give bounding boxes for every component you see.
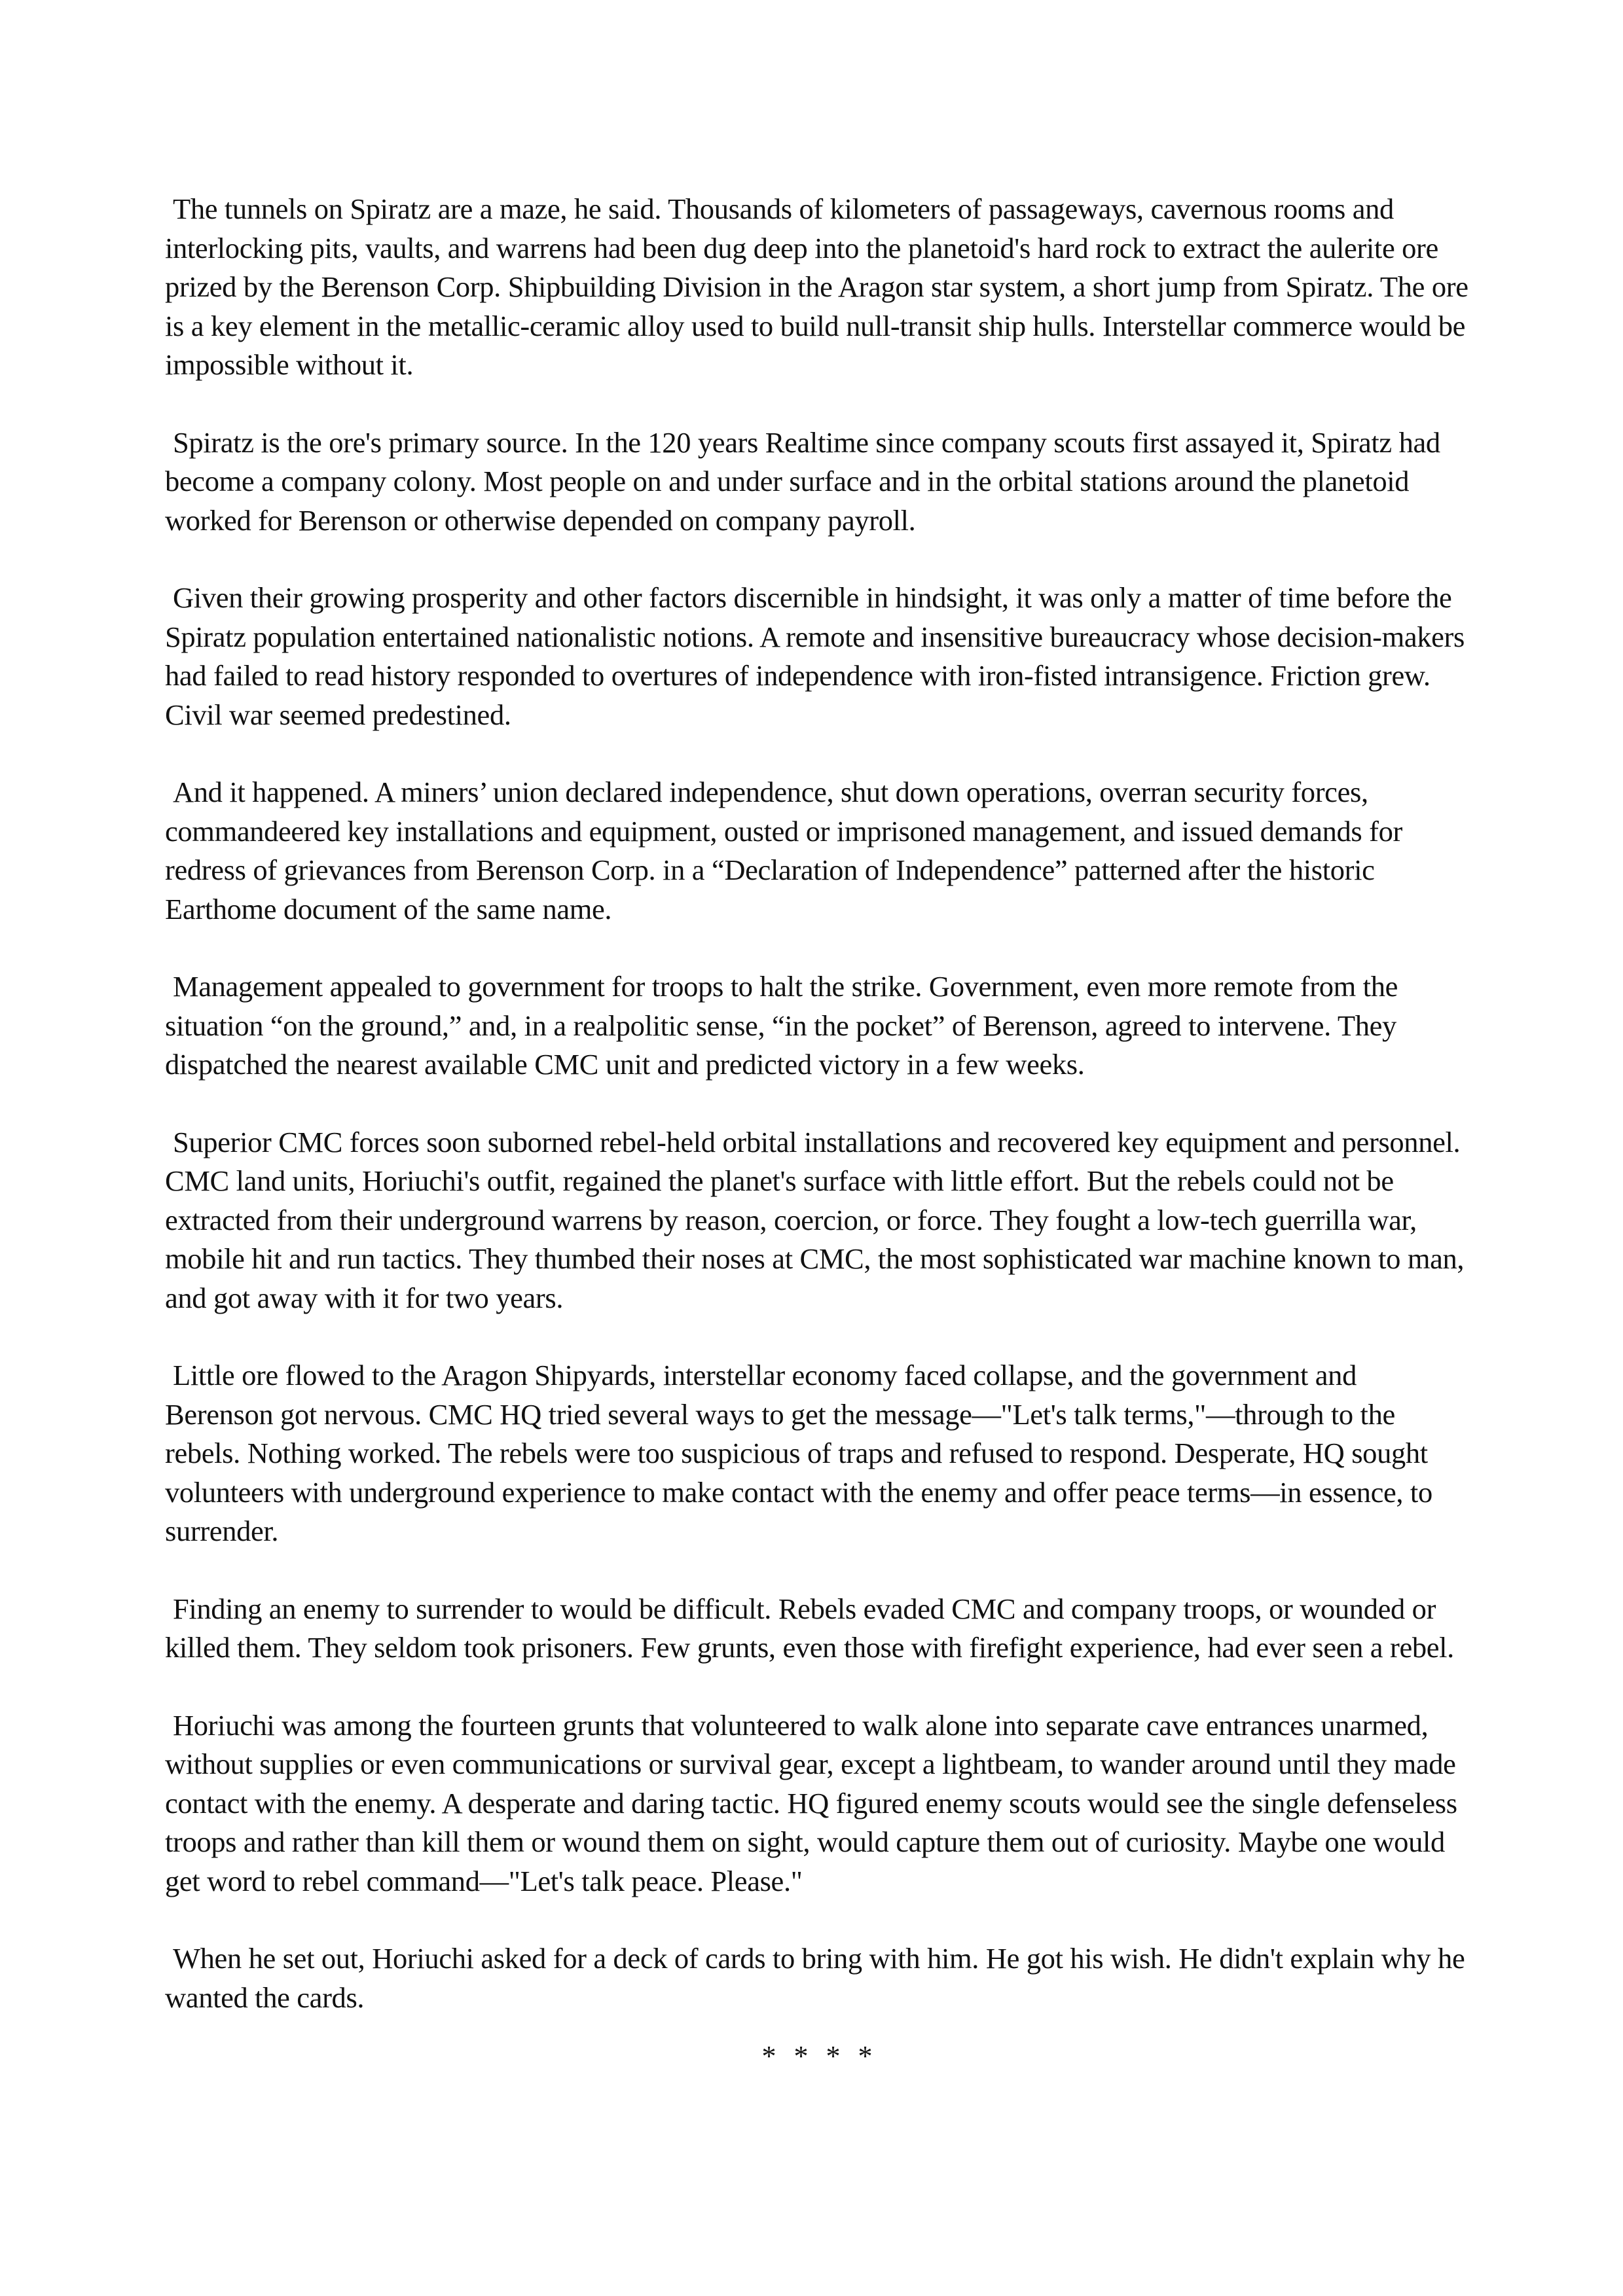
paragraph-6: Superior CMC forces soon suborned rebel-held orbital installations and recovered key equipment and personnel. CMC land units, Horiuchi's outfit, regained the planet's surface with little effort. But the rebels could not be extracted from their underground warrens by reason, coercion, or force. They fought a low-tech guerrilla war, mobile hit and run tactics. They thumbed their noses at CMC, the most sophisticated war machine known to man, and got away with it for two years. (165, 1125, 1465, 1314)
paragraph-7: Little ore flowed to the Aragon Shipyards, interstellar economy faced collapse, and the government and Berenson got nervous. CMC HQ tried several ways to get the message—"Let's talk terms,"—through to the rebels. Nothing worked. The rebels were too suspicious of traps and refused to respond. Desperate, HQ sought volunteers with underground experience to make contact with the enemy and offer peace terms—in essence, to surrender. (165, 1359, 1432, 1547)
paragraph-9: Horiuchi was among the fourteen grunts that volunteered to walk alone into separate cave entrances unarmed, without supplies or even communications or survival gear, except a lightbeam, to wander around until they made contact with the enemy. A desperate and daring tactic. HQ figured enemy scouts would see the single defenseless troops and rather than kill them or wound them on sight, would capture them out of curiosity. Maybe one would get word to rebel command—"Let's talk peace. Please." (165, 1708, 1457, 1897)
paragraph-4: And it happened. A miners’ union declared independence, shut down operations, overran security forces, commandeered key installations and equipment, ousted or imprisoned management, and issued demands for redress of grievances from Berenson Corp. in a “Declaration of Independence” patterned after the historic Earthome document of the same name. (165, 776, 1403, 925)
paragraph-5: Management appealed to government for troops to halt the strike. Government, even more remote from the situation “on the ground,” and, in a realpolitic sense, “in the pocket” of Berenson, agreed to intervene. They dispatched the nearest available CMC unit and predicted victory in a few weeks. (165, 970, 1398, 1081)
story-text (165, 190, 1471, 2076)
paragraph-1: The tunnels on Spiratz are a maze, he said. Thousands of kilometers of passageways, cavernous rooms and interlocking pits, vaults, and warrens had been dug deep into the planetoid's hard rock to extract the aulerite ore prized by the Berenson Corp. Shipbuilding Division in the Aragon star system, a short jump from Spiratz. The ore is a key element in the metallic-ceramic alloy used to build null-transit ship hulls. Interstellar commerce would be impossible without it. (165, 192, 1468, 381)
paragraph-3: Given their growing prosperity and other factors discernible in hindsight, it was only a matter of time before the Spiratz population entertained nationalistic notions. A remote and insensitive bureaucracy whose decision-makers had failed to read history responded to overtures of independence with iron-fisted intransigence. Friction grew. Civil war seemed predestined. (165, 581, 1465, 731)
paragraph-8: Finding an enemy to surrender to would be difficult. Rebels evaded CMC and company troops, or wounded or killed them. They seldom took prisoners. Few grunts, even those with firefight experience, had ever seen a rebel. (165, 1592, 1454, 1664)
paragraph-10: When he set out, Horiuchi asked for a deck of cards to bring with him. He got his wish. He didn't explain why he wanted the cards. (165, 1942, 1465, 2014)
scene-break: * * * * (761, 2040, 878, 2072)
paragraph-2: Spiratz is the ore's primary source. In the 120 years Realtime since company scouts first assayed it, Spiratz had become a company colony. Most people on and under surface and in the orbital stations around the planetoid worked for Berenson or otherwise depended on company payroll. (165, 425, 1440, 537)
